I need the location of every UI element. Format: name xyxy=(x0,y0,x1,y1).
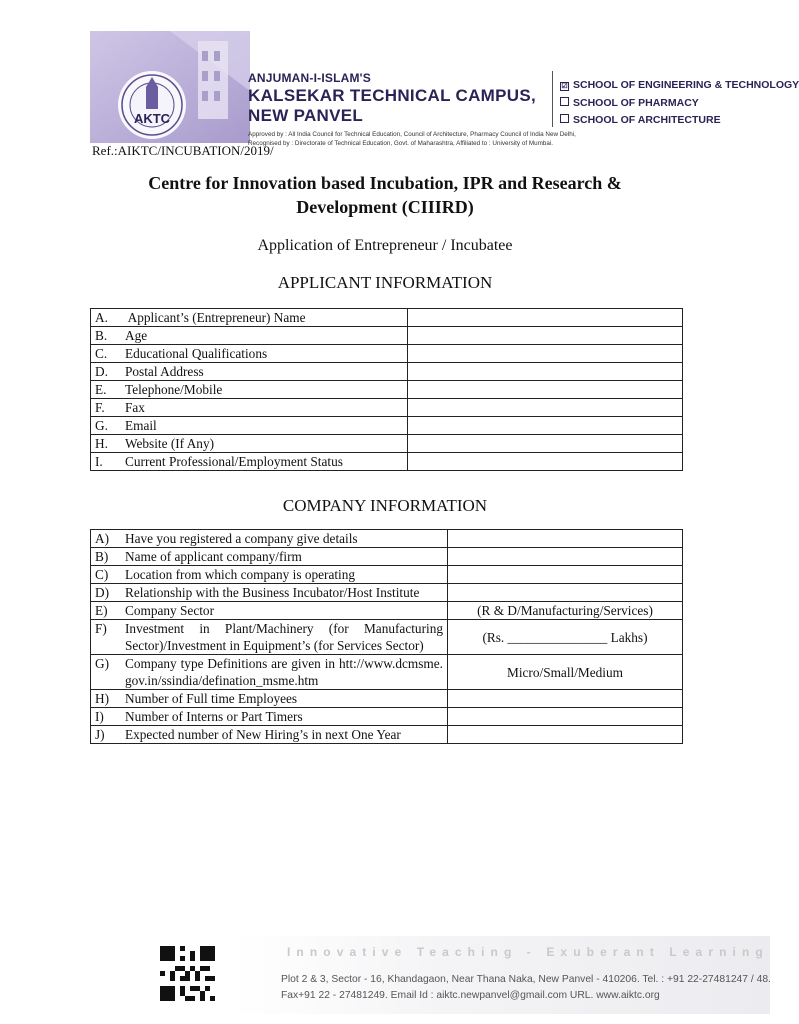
reference-number: Ref.:AIKTC/INCUBATION/2019/ xyxy=(92,143,274,158)
applicant-row-label: C. Educational Qualifications xyxy=(91,345,408,363)
applicant-table xyxy=(90,308,683,471)
footer-address: Plot 2 & 3, Sector - 16, Khandagaon, Near Thana Naka, New Panvel - 410206. Tel. : +91 22-27481247 / 48. Fax+91 22 - 27481249. Email Id : aiktc.newpanvel@gmail.com URL. www.aiktc.org xyxy=(281,974,771,1001)
company-heading: COMPANY INFORMATION xyxy=(282,496,488,515)
email-field[interactable] xyxy=(408,417,683,435)
applicant-row-label: H. Website (If Any) xyxy=(91,435,408,453)
registration-details-field[interactable] xyxy=(448,530,683,548)
approval-line-1: Approved by : All India Council for Technical Education, Council of Architecture, Pharmacy Council of India New Delhi, xyxy=(248,131,576,138)
website-field[interactable] xyxy=(408,435,683,453)
applicant-row-label: G. Email xyxy=(91,417,408,435)
company-row-label: J) Expected number of New Hiring’s in next One Year xyxy=(91,726,448,744)
applicant-row-label: F. Fax xyxy=(91,399,408,417)
company-row-label: F) Investment in Plant/Machinery (for Manufacturing Sector)/Investment in Equipment’s (for Services Sector) xyxy=(91,620,448,655)
investment-field[interactable]: (Rs. _______________ Lakhs) xyxy=(448,620,683,655)
relationship-field[interactable] xyxy=(448,584,683,602)
company-row-label: H) Number of Full time Employees xyxy=(91,690,448,708)
company-row-label: E) Company Sector xyxy=(91,602,448,620)
company-row-label: C) Location from which company is operating xyxy=(91,566,448,584)
checked-box-icon: ☑ xyxy=(561,83,568,90)
applicant-row-label: E. Telephone/Mobile xyxy=(91,381,408,399)
postal-address-field[interactable] xyxy=(408,363,683,381)
approval-line-2: Recognised by : Directorate of Technical Education, Govt. of Maharashtra, Affiliated to : University of Mumbai. xyxy=(248,140,553,147)
org-name-small: ANJUMAN-I-ISLAM'S xyxy=(248,71,371,85)
school-engineering: ☑ SCHOOL OF ENGINEERING & TECHNOLOGY xyxy=(561,79,799,91)
company-type-field[interactable]: Micro/Small/Medium xyxy=(448,655,683,690)
company-table xyxy=(90,529,683,744)
qr-code xyxy=(160,946,215,1001)
applicant-row-label: I. Current Professional/Employment Status xyxy=(91,453,408,471)
employees-field[interactable] xyxy=(448,690,683,708)
applicant-row-label: B. Age xyxy=(91,327,408,345)
logo-text: AKTC xyxy=(133,111,171,126)
org-name: KALSEKAR TECHNICAL CAMPUS, NEW PANVEL xyxy=(248,86,536,125)
company-sector-field[interactable]: (R & D/Manufacturing/Services) xyxy=(448,602,683,620)
company-row-label: D) Relationship with the Business Incubator/Host Institute xyxy=(91,584,448,602)
document-title: Centre for Innovation based Incubation, IPR and Research & Development (CIIIRD) xyxy=(148,173,622,217)
applicant-row-label: D. Postal Address xyxy=(91,363,408,381)
new-hiring-field[interactable] xyxy=(448,726,683,744)
checkbox-icon xyxy=(560,97,569,106)
age-field[interactable] xyxy=(408,327,683,345)
header-divider xyxy=(552,71,553,127)
company-row-label: B) Name of applicant company/firm xyxy=(91,548,448,566)
college-logo xyxy=(90,31,250,143)
company-row-label: A) Have you registered a company give details xyxy=(91,530,448,548)
checkbox-icon xyxy=(560,114,569,123)
footer-tagline: Innovative Teaching - Exuberant Learning xyxy=(287,945,769,959)
org-block xyxy=(248,71,576,148)
employment-status-field[interactable] xyxy=(408,453,683,471)
company-row-label: I) Number of Interns or Part Timers xyxy=(91,708,448,726)
telephone-field[interactable] xyxy=(408,381,683,399)
applicant-row-label: A. Applicant’s (Entrepreneur) Name xyxy=(91,309,408,327)
school-pharmacy: SCHOOL OF PHARMACY xyxy=(560,95,799,113)
applicant-name-field[interactable] xyxy=(408,309,683,327)
school-architecture: SCHOOL OF ARCHITECTURE xyxy=(560,112,799,130)
fax-field[interactable] xyxy=(408,399,683,417)
schools-list xyxy=(560,77,799,130)
company-name-field[interactable] xyxy=(448,548,683,566)
applicant-heading: APPLICANT INFORMATION xyxy=(277,273,493,292)
document-subtitle: Application of Entrepreneur / Incubatee xyxy=(257,237,513,254)
company-location-field[interactable] xyxy=(448,566,683,584)
qualifications-field[interactable] xyxy=(408,345,683,363)
interns-field[interactable] xyxy=(448,708,683,726)
letterhead xyxy=(90,31,799,147)
company-row-label: G) Company type Definitions are given in htt://www.dcmsme.gov.in/ssindia/defination_msme.htm xyxy=(91,655,448,690)
